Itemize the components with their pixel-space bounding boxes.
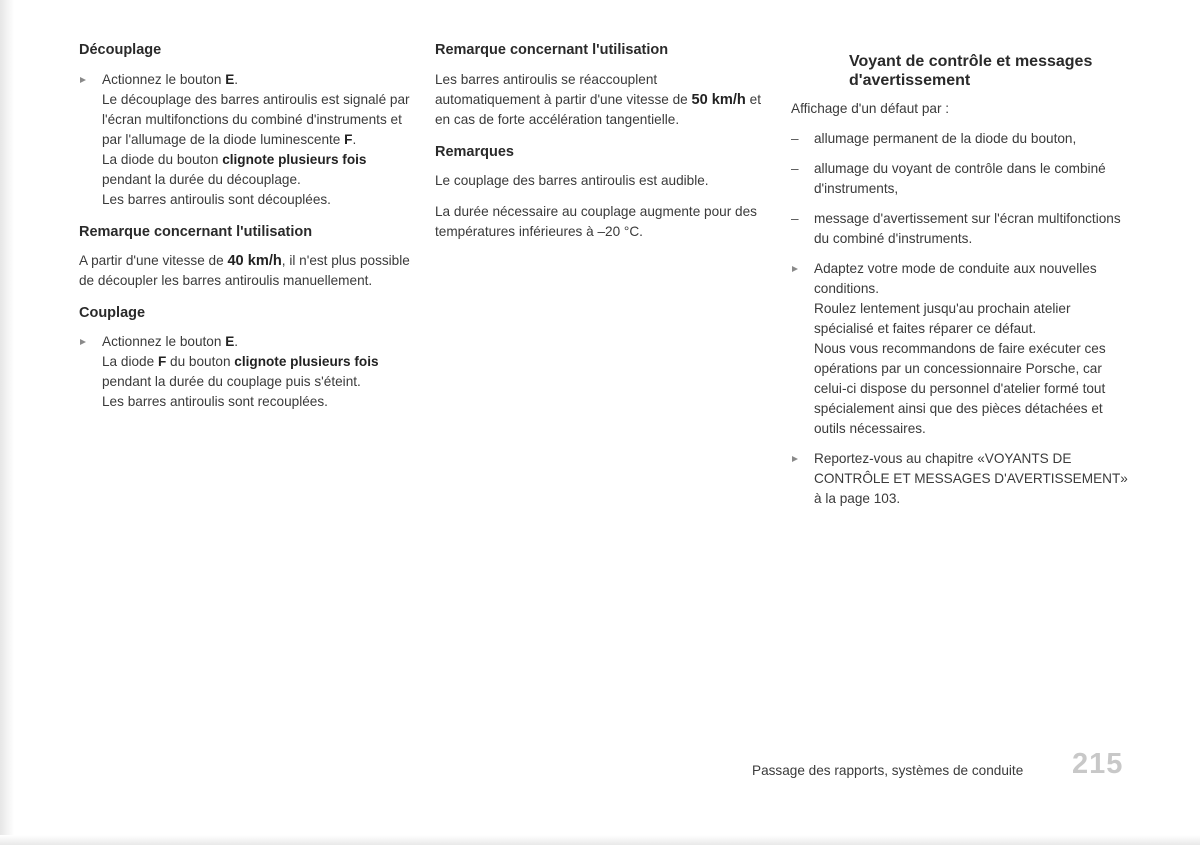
heading-voyant-controle: Voyant de contrôle et messages d'avertissement bbox=[849, 53, 1093, 89]
signal-text: Le découplage des barres antiroulis est signalé par l'écran multifonctions du combiné d'instruments et par l'allumage de la diode luminescente bbox=[102, 92, 410, 147]
dash-bullet: – bbox=[791, 161, 799, 176]
triangle-bullet-icon bbox=[792, 456, 798, 462]
reaccouplement-paragraph bbox=[435, 70, 765, 130]
list-item-text: allumage permanent de la diode du bouton, bbox=[814, 131, 1077, 146]
dash-bullet: – bbox=[791, 131, 799, 146]
speed-value: 50 km/h bbox=[691, 92, 746, 108]
column-right bbox=[791, 52, 1131, 509]
list-item-text: message d'avertissement sur l'écran multifonctions du combiné d'instruments. bbox=[814, 211, 1121, 246]
list-item bbox=[791, 129, 1131, 149]
remarque-text: A partir d'une vitesse de bbox=[79, 253, 228, 268]
heading-remarques: Remarques bbox=[435, 144, 514, 160]
diode-key-label: F bbox=[344, 132, 353, 147]
list-item bbox=[791, 159, 1131, 199]
step-signal bbox=[102, 90, 419, 150]
blink-text-end: pendant la durée du découplage. bbox=[102, 172, 301, 187]
speed-value: 40 km/h bbox=[227, 253, 282, 269]
instruction-adaptez bbox=[791, 259, 1131, 439]
button-key-label: E bbox=[225, 334, 235, 349]
instruction-couplage bbox=[79, 332, 419, 412]
remarque-text-end: , il n'est plus possible de découpler les barres antiroulis manuellement. bbox=[79, 253, 410, 288]
page-bottom-shadow bbox=[0, 835, 1200, 845]
dash-bullet: – bbox=[791, 211, 799, 226]
signal-text-end: . bbox=[352, 132, 357, 147]
step-text: Actionnez le bouton bbox=[102, 72, 226, 87]
blink-text-mid: du bouton bbox=[166, 354, 235, 369]
step-roulez: Roulez lentement jusqu'au prochain atelier spécialisé et faites réparer ce défaut. bbox=[814, 301, 1071, 336]
step-reportez: Reportez-vous au chapitre «VOYANTS DE CONTRÔLE ET MESSAGES D'AVERTISSEMENT» à la page 103. bbox=[814, 451, 1128, 506]
column-middle bbox=[435, 40, 775, 242]
heading-remarque-utilisation: Remarque concernant l'utilisation bbox=[435, 42, 669, 58]
page-number: 215 bbox=[1072, 748, 1124, 780]
instruction-reportez bbox=[791, 449, 1131, 509]
step-diode-blink bbox=[102, 150, 419, 190]
triangle-bullet-icon bbox=[80, 77, 86, 83]
remarque-audible: Le couplage des barres antiroulis est audible. bbox=[435, 173, 709, 188]
affichage-intro: Affichage d'un défaut par : bbox=[791, 101, 950, 116]
step-result: Les barres antiroulis sont découplées. bbox=[102, 192, 331, 207]
step-press-button bbox=[102, 70, 419, 90]
reaccouplement-text: Les barres antiroulis se réaccouplent automatiquement à partir d'une vitesse de bbox=[435, 72, 692, 107]
triangle-bullet-icon bbox=[80, 339, 86, 345]
heading-couplage: Couplage bbox=[79, 305, 146, 321]
instruction-decouplage bbox=[79, 70, 419, 210]
blink-bold: clignote plusieurs fois bbox=[222, 152, 367, 167]
triangle-bullet-icon bbox=[792, 266, 798, 272]
button-key-label: E bbox=[225, 72, 235, 87]
blink-text-end: pendant la durée du couplage puis s'éteint. bbox=[102, 374, 361, 389]
diode-key-label: F bbox=[157, 354, 167, 369]
step-text-end: . bbox=[234, 334, 239, 349]
list-item-text: allumage du voyant de contrôle dans le combiné d'instruments, bbox=[814, 161, 1106, 196]
step-diode-blink bbox=[102, 352, 419, 392]
blink-text: La diode bbox=[102, 354, 158, 369]
reaccouplement-text-end: et en cas de forte accélération tangentielle. bbox=[435, 92, 761, 127]
step-text-end: . bbox=[234, 72, 239, 87]
blink-text: La diode du bouton bbox=[102, 152, 223, 167]
page-edge-shadow bbox=[0, 0, 14, 845]
step-text: Actionnez le bouton bbox=[102, 334, 226, 349]
step-press-button bbox=[102, 332, 419, 352]
remarque-paragraph bbox=[79, 251, 419, 291]
column-left bbox=[79, 40, 419, 412]
remarque-temperature: La durée nécessaire au couplage augmente pour des températures inférieures à –20 °C. bbox=[435, 204, 757, 239]
heading-remarque-utilisation: Remarque concernant l'utilisation bbox=[79, 224, 313, 240]
blink-bold: clignote plusieurs fois bbox=[234, 354, 379, 369]
footer-section-title: Passage des rapports, systèmes de conduite bbox=[752, 763, 1024, 778]
heading-decouplage: Découplage bbox=[79, 42, 162, 58]
step-adaptez: Adaptez votre mode de conduite aux nouvelles conditions. bbox=[814, 261, 1097, 296]
step-recommandation: Nous vous recommandons de faire exécuter ces opérations par un concessionnaire Porsche, car celui-ci dispose du personnel d'atelier formé tout spécialement ainsi que des pièces détachées et outils nécessaires. bbox=[814, 341, 1106, 436]
list-item bbox=[791, 209, 1131, 249]
step-result: Les barres antiroulis sont recouplées. bbox=[102, 394, 328, 409]
